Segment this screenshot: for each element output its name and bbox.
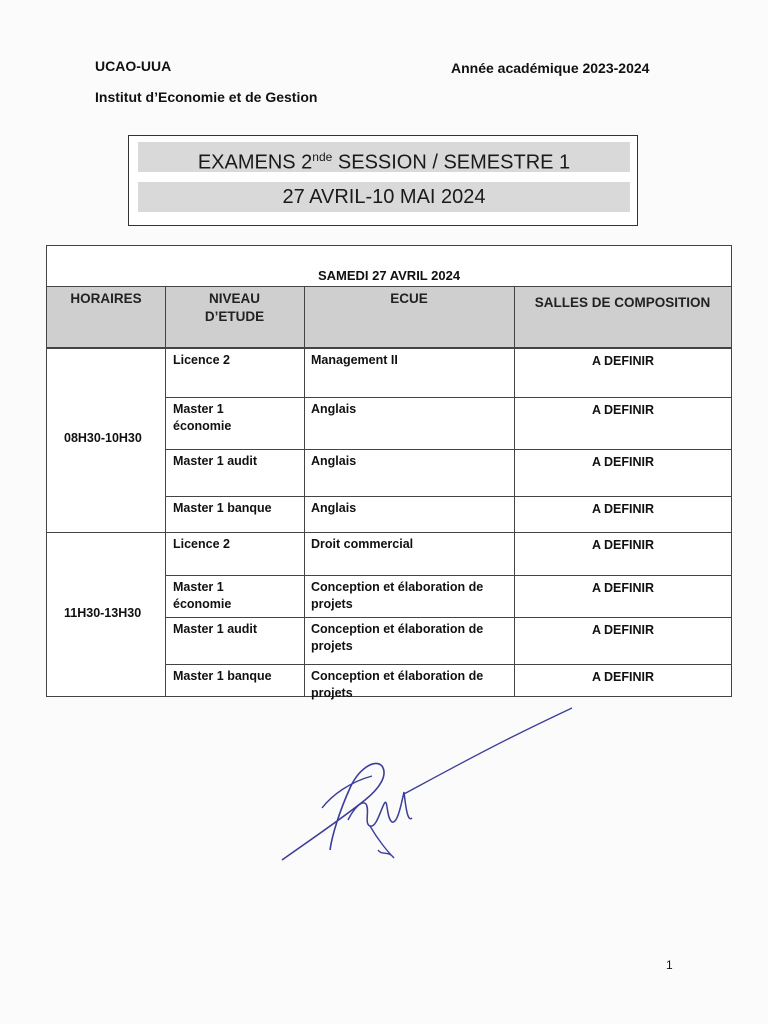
niveau-cell: Master 1 économie — [173, 580, 232, 611]
day-heading: SAMEDI 27 AVRIL 2024 — [317, 268, 461, 283]
ecue-cell: Anglais — [311, 402, 357, 416]
ecue-cell: Conception et élaboration de projets — [311, 580, 484, 611]
title-line-1-sup: nde — [312, 150, 333, 164]
row-divider — [165, 397, 731, 398]
row-divider — [165, 496, 731, 497]
salle-cell: A DEFINIR — [591, 623, 655, 637]
block-divider — [47, 348, 731, 349]
row-divider — [165, 664, 731, 665]
ecue-cell: Conception et élaboration de projets — [311, 622, 484, 653]
column-header: SALLES DE COMPOSITION — [534, 295, 711, 310]
niveau-cell: Master 1 audit — [173, 622, 258, 636]
ecue-cell: Anglais — [311, 454, 357, 468]
salle-cell: A DEFINIR — [591, 581, 655, 595]
page-number: 1 — [666, 958, 673, 972]
salle-cell: A DEFINIR — [591, 538, 655, 552]
schedule-table — [46, 245, 732, 700]
ecue-cell: Droit commercial — [311, 537, 414, 551]
niveau-cell: Licence 2 — [173, 537, 230, 551]
salle-cell: A DEFINIR — [591, 455, 655, 469]
title-line-1-prefix: EXAMENS 2 — [197, 151, 313, 174]
column-header: HORAIRES — [70, 291, 142, 306]
time-slot: 11H30-13H30 — [64, 606, 142, 620]
niveau-cell: Master 1 audit — [173, 454, 258, 468]
ecue-cell: Anglais — [311, 501, 357, 515]
title-line-1-suffix: SESSION / SEMESTRE 1 — [332, 151, 571, 174]
salle-cell: A DEFINIR — [591, 502, 655, 516]
title-line-1 — [138, 142, 630, 172]
signature — [270, 700, 590, 880]
column-header: NIVEAU D’ETUDE — [204, 291, 265, 324]
title-line-2: 27 AVRIL-10 MAI 2024 — [138, 182, 630, 212]
block-divider — [47, 532, 731, 533]
academic-year: Année académique 2023-2024 — [451, 60, 650, 76]
row-divider — [165, 617, 731, 618]
title-box — [128, 135, 638, 226]
row-divider — [165, 575, 731, 576]
ecue-cell: Conception et élaboration de projets — [311, 669, 484, 700]
niveau-cell: Master 1 banque — [173, 501, 272, 515]
niveau-cell: Master 1 banque — [173, 669, 272, 683]
salle-cell: A DEFINIR — [591, 354, 655, 368]
time-slot: 08H30-10H30 — [64, 431, 142, 445]
org-name: UCAO-UUA — [95, 58, 172, 74]
table-header-row — [47, 286, 731, 348]
institute-name: Institut d’Economie et de Gestion — [95, 89, 318, 105]
salle-cell: A DEFINIR — [591, 670, 655, 684]
column-header: ECUE — [390, 291, 428, 306]
ecue-cell: Management II — [311, 353, 398, 367]
niveau-cell: Master 1 économie — [173, 402, 232, 433]
row-divider — [165, 449, 731, 450]
salle-cell: A DEFINIR — [591, 403, 655, 417]
niveau-cell: Licence 2 — [173, 353, 230, 367]
